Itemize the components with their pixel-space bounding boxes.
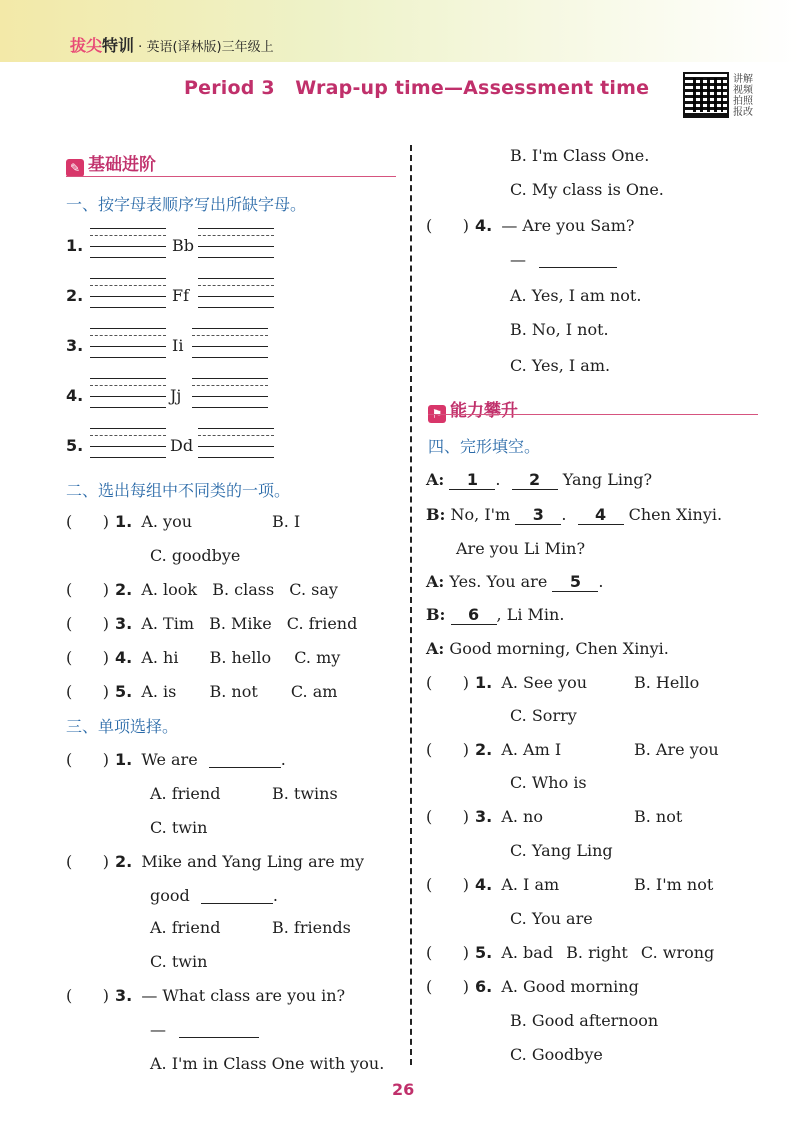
option-c[interactable]: C. Sorry bbox=[510, 706, 577, 725]
question-stem-cont bbox=[150, 886, 278, 905]
option-a[interactable]: A. friend bbox=[150, 918, 221, 937]
dialogue-line bbox=[426, 572, 603, 592]
option-b[interactable]: B. I bbox=[272, 512, 301, 531]
section-ability-title: 能力攀升 bbox=[450, 401, 518, 421]
answer-paren[interactable]: ( ) bbox=[426, 943, 469, 962]
qr-caption: 讲解视频 拍照报改 bbox=[733, 74, 753, 118]
punct: . bbox=[598, 572, 604, 591]
list-item bbox=[426, 807, 683, 826]
option-a[interactable]: A. Tim bbox=[141, 614, 194, 633]
answer-paren[interactable]: ( ) bbox=[66, 852, 109, 871]
letter-given: Jj bbox=[170, 386, 182, 405]
speaker-label: B: bbox=[426, 505, 446, 524]
answer-paren[interactable]: ( ) bbox=[426, 977, 469, 996]
option-c[interactable]: C. say bbox=[289, 580, 338, 599]
answer-paren[interactable]: ( ) bbox=[66, 614, 109, 633]
letter-given: Ii bbox=[172, 336, 184, 355]
list-item bbox=[66, 512, 301, 531]
dialogue-text: Good morning, Chen Xinyi. bbox=[449, 639, 669, 658]
option-b[interactable]: B. not bbox=[634, 807, 683, 826]
option-b[interactable]: B. I'm Class One. bbox=[510, 146, 650, 165]
answer-paren[interactable]: ( ) bbox=[66, 986, 109, 1005]
letter-given: Ff bbox=[172, 286, 190, 305]
option-a[interactable]: A. is bbox=[141, 682, 177, 701]
answer-paren[interactable]: ( ) bbox=[426, 740, 469, 759]
blank-writing-line[interactable] bbox=[90, 278, 166, 308]
option-c[interactable]: C. Yes, I am. bbox=[510, 356, 611, 375]
dialogue-reply bbox=[510, 250, 617, 269]
section-basic-heading bbox=[66, 150, 156, 177]
answer-paren[interactable]: ( ) bbox=[66, 512, 109, 531]
list-item bbox=[66, 580, 338, 599]
q3-heading: 三、单项选择。 bbox=[66, 717, 179, 736]
option-a[interactable]: A. Am I bbox=[501, 740, 562, 759]
option-b[interactable]: B. not bbox=[209, 682, 258, 701]
answer-paren[interactable]: ( ) bbox=[426, 673, 469, 692]
dialogue-reply bbox=[150, 1020, 259, 1039]
item-number: 3. bbox=[115, 986, 133, 1005]
option-b[interactable]: B. class bbox=[212, 580, 275, 599]
list-item bbox=[426, 673, 700, 692]
list-item bbox=[426, 216, 634, 235]
cloze-blank-3[interactable]: 3 bbox=[515, 505, 561, 525]
pen-icon: ✎ bbox=[66, 159, 84, 177]
option-c[interactable]: C. twin bbox=[150, 952, 208, 971]
item-number: 5. bbox=[115, 682, 133, 701]
option-c[interactable]: C. wrong bbox=[640, 943, 715, 962]
speaker-label: B: bbox=[426, 605, 446, 624]
option-c[interactable]: C. am bbox=[290, 682, 338, 701]
option-c[interactable]: C. friend bbox=[286, 614, 358, 633]
answer-paren[interactable]: ( ) bbox=[66, 682, 109, 701]
option-a[interactable]: A. See you bbox=[501, 673, 587, 692]
answer-paren[interactable]: ( ) bbox=[426, 875, 469, 894]
item-number: 3. bbox=[115, 614, 133, 633]
dialogue-line bbox=[426, 505, 722, 525]
item-number: 1. bbox=[115, 750, 133, 769]
answer-paren[interactable]: ( ) bbox=[426, 807, 469, 826]
option-c[interactable]: C. Who is bbox=[510, 773, 587, 792]
flag-icon: ⚑ bbox=[428, 405, 446, 423]
q2-heading: 二、选出每组中不同类的一项。 bbox=[66, 481, 291, 500]
list-item bbox=[66, 682, 337, 701]
cloze-blank-5[interactable]: 5 bbox=[552, 572, 598, 592]
question-stem: — Are you Sam? bbox=[501, 216, 635, 235]
section-basic-underline bbox=[66, 176, 396, 177]
cloze-blank-4[interactable]: 4 bbox=[578, 505, 624, 525]
list-item bbox=[426, 977, 639, 996]
blank-writing-line[interactable] bbox=[198, 228, 274, 258]
option-b[interactable]: B. Hello bbox=[634, 673, 700, 692]
item-number: 1. bbox=[115, 512, 133, 531]
row-number: 5. bbox=[66, 436, 84, 455]
option-b[interactable]: B. hello bbox=[209, 648, 272, 667]
question-stem: Mike and Yang Ling are my bbox=[141, 852, 365, 871]
brand-part-a: 拔尖 bbox=[70, 36, 103, 55]
option-b[interactable]: B. No, I not. bbox=[510, 320, 609, 339]
speaker-label: A: bbox=[426, 572, 445, 591]
option-b[interactable]: B. friends bbox=[272, 918, 351, 937]
option-a[interactable]: A. you bbox=[141, 512, 193, 531]
option-b[interactable]: B. Good afternoon bbox=[510, 1011, 659, 1030]
option-a[interactable]: A. friend bbox=[150, 784, 221, 803]
row-number: 1. bbox=[66, 236, 84, 255]
option-b[interactable]: B. Are you bbox=[634, 740, 719, 759]
qr-code-icon[interactable] bbox=[683, 72, 729, 118]
speaker-label: A: bbox=[426, 639, 445, 658]
page-number: 26 bbox=[392, 1080, 415, 1099]
blank-writing-line[interactable] bbox=[198, 278, 274, 308]
brand-part-b: 特训 bbox=[102, 36, 135, 55]
option-c[interactable]: C. goodbye bbox=[150, 546, 241, 565]
item-number: 4. bbox=[475, 875, 493, 894]
speaker-label: A: bbox=[426, 470, 445, 489]
answer-paren[interactable]: ( ) bbox=[66, 580, 109, 599]
blank-writing-line[interactable] bbox=[90, 228, 166, 258]
dialogue-text: Yes. You are bbox=[449, 572, 548, 591]
section-basic-title: 基础进阶 bbox=[88, 155, 156, 175]
question-stem: We are bbox=[141, 750, 198, 769]
option-a[interactable]: A. no bbox=[501, 807, 543, 826]
dash: — bbox=[150, 1020, 166, 1039]
row-number: 4. bbox=[66, 386, 84, 405]
cloze-blank-6[interactable]: 6 bbox=[451, 605, 497, 625]
blank-writing-line[interactable] bbox=[192, 328, 268, 358]
section-ability-underline bbox=[428, 414, 758, 415]
dialogue-text: Chen Xinyi. bbox=[628, 505, 723, 524]
item-number: 2. bbox=[115, 852, 133, 871]
option-c[interactable]: C. Goodbye bbox=[510, 1045, 603, 1064]
answer-paren[interactable]: ( ) bbox=[426, 216, 469, 235]
row-number: 2. bbox=[66, 286, 84, 305]
option-c[interactable]: C. my bbox=[294, 648, 341, 667]
blank-writing-line[interactable] bbox=[192, 378, 268, 408]
list-item bbox=[426, 740, 719, 759]
subject-label: 英语(译林版)三年级上 bbox=[146, 40, 274, 55]
q4-heading: 四、完形填空。 bbox=[428, 437, 541, 456]
item-number: 2. bbox=[475, 740, 493, 759]
option-b[interactable]: B. right bbox=[566, 943, 628, 962]
item-number: 3. bbox=[475, 807, 493, 826]
header-dot: · bbox=[138, 40, 143, 55]
option-b[interactable]: B. Mike bbox=[209, 614, 272, 633]
option-c[interactable]: C. Yang Ling bbox=[510, 841, 613, 860]
option-b[interactable]: B. I'm not bbox=[634, 875, 714, 894]
blank-writing-line[interactable] bbox=[90, 428, 166, 458]
item-number: 4. bbox=[115, 648, 133, 667]
dash: — bbox=[510, 250, 526, 269]
option-a[interactable]: A. I am bbox=[501, 875, 560, 894]
cloze-blank-2[interactable]: 2 bbox=[512, 470, 558, 490]
dialogue-text: Yang Ling? bbox=[562, 470, 653, 489]
dialogue-text: No, I'm bbox=[450, 505, 511, 524]
option-c[interactable]: C. You are bbox=[510, 909, 593, 928]
item-number: 4. bbox=[475, 216, 493, 235]
dialogue-line bbox=[426, 639, 669, 658]
list-item bbox=[426, 875, 714, 894]
item-number: 2. bbox=[115, 580, 133, 599]
answer-blank[interactable] bbox=[209, 753, 281, 768]
section-ability-heading bbox=[428, 396, 518, 423]
list-item bbox=[66, 852, 364, 871]
answer-blank[interactable] bbox=[539, 253, 617, 268]
dialogue-text: , Li Min. bbox=[496, 605, 565, 624]
option-a[interactable]: A. hi bbox=[141, 648, 179, 667]
option-c[interactable]: C. twin bbox=[150, 818, 208, 837]
cloze-blank-1[interactable]: 1 bbox=[449, 470, 495, 490]
punct: . bbox=[561, 505, 567, 524]
option-a[interactable]: A. Yes, I am not. bbox=[510, 286, 642, 305]
page-title: Period 3 Wrap-up time—Assessment time bbox=[184, 77, 650, 99]
item-number: 1. bbox=[475, 673, 493, 692]
dialogue-line: Are you Li Min? bbox=[456, 539, 586, 558]
list-item bbox=[66, 614, 357, 633]
stem-end: . bbox=[272, 886, 278, 905]
option-a[interactable]: A. bad bbox=[501, 943, 554, 962]
column-divider bbox=[410, 145, 412, 1065]
list-item bbox=[66, 750, 286, 769]
option-a[interactable]: A. I'm in Class One with you. bbox=[150, 1054, 385, 1073]
letter-given: Dd bbox=[170, 436, 194, 455]
stem-word: good bbox=[150, 886, 190, 905]
stem-end: . bbox=[280, 750, 286, 769]
option-a[interactable]: A. Good morning bbox=[501, 977, 639, 996]
option-a[interactable]: A. look bbox=[141, 580, 198, 599]
list-item bbox=[66, 648, 340, 667]
option-b[interactable]: B. twins bbox=[272, 784, 338, 803]
option-c[interactable]: C. My class is One. bbox=[510, 180, 664, 199]
row-number: 3. bbox=[66, 336, 84, 355]
list-item bbox=[426, 943, 714, 962]
dialogue-line bbox=[426, 470, 652, 490]
answer-paren[interactable]: ( ) bbox=[66, 750, 109, 769]
item-number: 6. bbox=[475, 977, 493, 996]
item-number: 5. bbox=[475, 943, 493, 962]
question-stem: — What class are you in? bbox=[141, 986, 346, 1005]
punct: . bbox=[495, 470, 501, 489]
answer-blank[interactable] bbox=[179, 1023, 259, 1038]
answer-paren[interactable]: ( ) bbox=[66, 648, 109, 667]
letter-given: Bb bbox=[172, 236, 194, 255]
blank-writing-line[interactable] bbox=[198, 428, 274, 458]
q1-heading: 一、按字母表顺序写出所缺字母。 bbox=[66, 195, 307, 214]
brand-label bbox=[70, 36, 134, 55]
book-header bbox=[70, 33, 274, 56]
blank-writing-line[interactable] bbox=[90, 378, 166, 408]
list-item bbox=[66, 986, 345, 1005]
answer-blank[interactable] bbox=[201, 889, 273, 904]
blank-writing-line[interactable] bbox=[90, 328, 166, 358]
dialogue-line bbox=[426, 605, 564, 625]
